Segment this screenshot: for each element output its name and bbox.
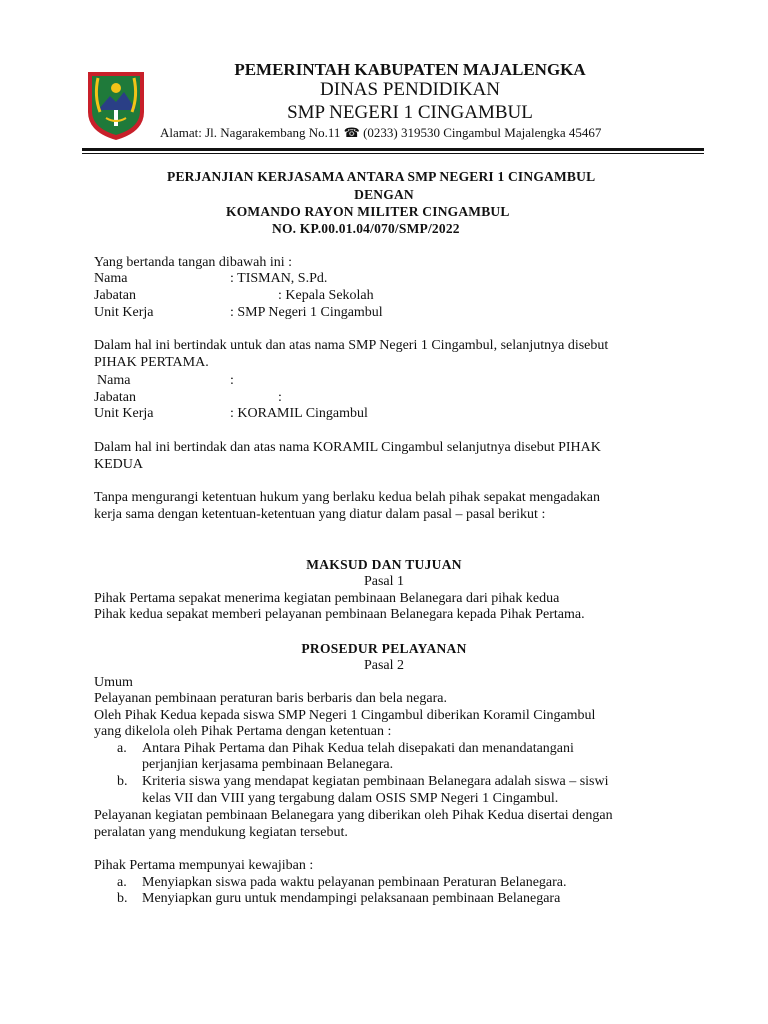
obligation-text: Menyiapkan guru untuk mendampingi pelaksanaan pembinaan Belanegara (142, 891, 561, 906)
obligations-intro: Pihak Pertama mempunyai kewajiban : (94, 858, 314, 873)
party1-statement-line-1: Dalam hal ini bertindak untuk dan atas nama SMP Negeri 1 Cingambul, selanjutnya disebut (94, 338, 609, 353)
agreement-line-1: Tanpa mengurangi ketentuan hukum yang berlaku kedua belah pihak sepakat mengadakan (94, 490, 600, 505)
party1-unit-row (0, 305, 768, 321)
section-2-general: Umum (94, 675, 133, 690)
list-item-line-1: Kriteria siswa yang mendapat kegiatan pembinaan Belanegara adalah siswa – siswi (142, 774, 609, 789)
section-2-line-2b: yang dikelola oleh Pihak Pertama dengan ketentuan : (94, 724, 392, 739)
party1-position-value: : Kepala Sekolah (278, 288, 374, 303)
school-name: SMP NEGERI 1 CINGAMBUL (287, 102, 533, 123)
party2-position-row (0, 390, 768, 406)
regency-emblem-logo (84, 66, 148, 142)
title-line-2: DENGAN (354, 187, 414, 202)
letterhead-rule-thick (82, 148, 704, 151)
party1-unit-label: Unit Kerja (94, 305, 154, 320)
department-name: DINAS PENDIDIKAN (320, 79, 500, 100)
party2-name-value: : (230, 373, 234, 388)
list-item-line-2: kelas VII dan VIII yang tergabung dalam OSIS SMP Negeri 1 Cingambul. (142, 791, 559, 806)
section-2-heading: PROSEDUR PELAYANAN (301, 641, 467, 656)
obligation-text: Menyiapkan siswa pada waktu pelayanan pembinaan Peraturan Belanegara. (142, 875, 567, 890)
party2-position-label: Jabatan (94, 390, 136, 405)
section-2-pasal: Pasal 2 (363, 658, 405, 673)
section-2-line-1: Pelayanan pembinaan peraturan baris berbaris dan bela negara. (94, 691, 447, 706)
service-line-1: Pelayanan kegiatan pembinaan Belanegara yang diberikan oleh Pihak Kedua disertai dengan (94, 808, 613, 823)
obligation-marker: a. (117, 875, 127, 890)
party1-name-label: Nama (94, 271, 128, 286)
party2-statement-line-1: Dalam hal ini bertindak dan atas nama KORAMIL Cingambul selanjutnya disebut PIHAK (94, 440, 601, 455)
list-item-line-1: Antara Pihak Pertama dan Pihak Kedua telah disepakati dan menandatangani (142, 741, 574, 756)
section-1-pasal: Pasal 1 (363, 574, 405, 589)
party2-name-row (0, 373, 768, 389)
party1-name-row (0, 271, 768, 287)
letterhead-rule-thin (82, 153, 704, 154)
agreement-number: NO. KP.00.01.04/070/SMP/2022 (272, 221, 460, 236)
section-1-heading: MAKSUD DAN TUJUAN (306, 557, 462, 572)
section-2-line-2a: Oleh Pihak Kedua kepada siswa SMP Negeri 1 Cingambul diberikan Koramil Cingambul (94, 708, 596, 723)
party2-statement-line-2: KEDUA (94, 457, 143, 472)
party1-name-value: : TISMAN, S.Pd. (230, 271, 328, 286)
agreement-line-2: kerja sama dengan ketentuan-ketentuan yang diatur dalam pasal – pasal berikut : (94, 507, 546, 522)
list-item-marker: b. (117, 774, 128, 789)
title-line-1: PERJANJIAN KERJASAMA ANTARA SMP NEGERI 1 CINGAMBUL (167, 169, 596, 184)
address-contact: (0233) 319530 Cingambul Majalengka 45467 (363, 125, 602, 140)
party1-position-label: Jabatan (94, 288, 136, 303)
obligation-marker: b. (117, 891, 128, 906)
party1-unit-value: : SMP Negeri 1 Cingambul (230, 305, 383, 320)
party2-position-value: : (278, 390, 282, 405)
section-1-line-2: Pihak kedua sepakat memberi pelayanan pembinaan Belanegara kepada Pihak Pertama. (94, 607, 585, 622)
service-line-2: peralatan yang mendukung kegiatan tersebut. (94, 825, 348, 840)
list-item-line-2: perjanjian kerjasama pembinaan Belanegara. (142, 757, 394, 772)
intro-text: Yang bertanda tangan dibawah ini : (94, 255, 293, 270)
party2-name-label: Nama (97, 373, 131, 388)
phone-icon: ☎ (343, 125, 360, 140)
section-1-line-1: Pihak Pertama sepakat menerima kegiatan pembinaan Belanegara dari pihak kedua (94, 591, 560, 606)
party2-unit-value: : KORAMIL Cingambul (230, 406, 368, 421)
party2-unit-label: Unit Kerja (94, 406, 154, 421)
party1-position-row (0, 288, 768, 304)
title-line-3: KOMANDO RAYON MILITER CINGAMBUL (226, 204, 510, 219)
party2-unit-row (0, 406, 768, 422)
party1-statement-line-2: PIHAK PERTAMA. (94, 355, 209, 370)
list-item-marker: a. (117, 741, 127, 756)
government-name: PEMERINTAH KABUPATEN MAJALENGKA (234, 60, 586, 79)
school-address (160, 125, 601, 141)
address-street: Alamat: Jl. Nagarakembang No.11 (160, 125, 341, 140)
